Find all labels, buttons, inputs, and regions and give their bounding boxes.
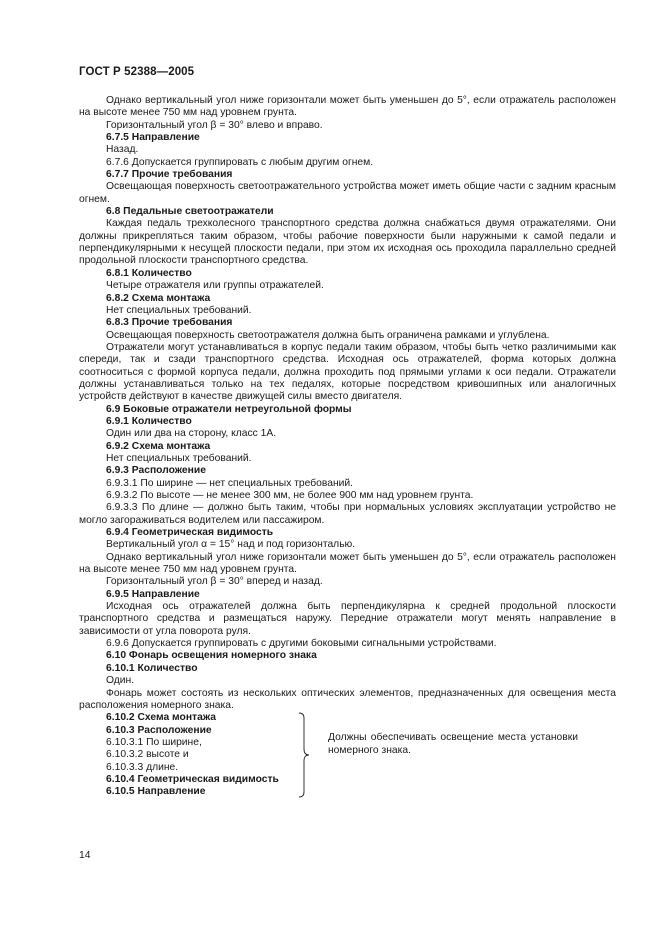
section-heading: 6.8.3 Прочие требования [106,317,233,329]
bracket-note [328,732,578,757]
paragraph: 6.9.3.1 По ширине — нет специальных требований. [106,477,354,489]
paragraph: Назад. [106,144,139,156]
right-brace-icon [297,712,311,798]
section-heading: 6.10 Фонарь освещения номерного знака [106,650,317,662]
paragraph: Один. [106,675,135,687]
paragraph: 6.7.6 Допускается группировать с любым другим огнем. [106,156,374,168]
section-heading: 6.7.5 Направление [106,132,200,144]
paragraph: Горизонтальный угол β = 30° вперед и назад. [106,576,323,588]
section-heading: 6.10.2 Схема монтажа [106,712,216,724]
paragraph: Освещающая поверхность светоотражательного устройства может иметь общие части с задним красным огнем. [79,181,616,205]
list-item: 6.10.3.2 высоте и [106,749,189,761]
paragraph: Вертикальный угол α = 15° над и под горизонталью. [106,539,356,551]
paragraph: Нет специальных требований. [106,452,252,464]
paragraph: Горизонтальный угол β = 30° влево и вправо. [106,119,323,131]
paragraph: Однако вертикальный угол ниже горизонтали может быть уменьшен до 5°, если отражатель расположен на высоте менее 750 мм над уровнем грунта. [79,551,616,576]
document-header: ГОСТ Р 52388—2005 [79,66,195,78]
section-heading: 6.8 Педальные светоотражатели [106,206,274,218]
paragraph: Четыре отражателя или группы отражателей. [106,280,324,292]
section-heading: 6.9.5 Направление [106,588,200,600]
section-heading: 6.8.2 Схема монтажа [106,292,211,304]
section-heading: 6.9.2 Схема монтажа [106,440,211,452]
paragraph: Нет специальных требований. [106,304,252,316]
section-heading: 6.7.7 Прочие требования [106,169,233,181]
section-heading: 6.9.1 Количество [106,415,192,427]
paragraph: Один или два на сторону, класс 1А. [106,428,277,440]
paragraph: Отражатели могут устанавливаться в корпус педали таким образом, чтобы быть четко различимыми как спереди, так и сзади транспортного средства. Исходная ось отражателей, форма которых должна соотноситься с формой корпуса педали, должна проходить под прямыми углами к оси педали. Отражатели должны устанавливаться только на тех педалях, которые посредством кривошипных или аналогичных устройств действуют в качестве движущей силы вместо двигателя. [79,341,616,403]
paragraph: 6.9.3.3 По длине — должно быть таким, чтобы при нормальных условиях эксплуатации устройство не могло загораживаться водителем или пассажиром. [79,502,616,526]
section-heading: 6.10.1 Количество [106,662,198,674]
paragraph: 6.9.3.2 По высоте — не менее 300 мм, не более 900 мм над уровнем грунта. [106,490,474,501]
document-body [79,95,616,798]
section-heading: 6.8.1 Количество [106,267,192,279]
paragraph: Исходная ось отражателей должна быть перпендикулярна к средней продольной плоскости транспортного средства и размещаться наружу. Передние отражатели могут менять направление в зависимости от угла поворота руля. [79,601,616,637]
paragraph: Однако вертикальный угол ниже горизонтали может быть уменьшен до 5°, если отражатель расположен на высоте менее 750 мм над уровнем грунта. [79,95,616,119]
text-blocks [79,95,616,712]
section-heading: 6.10.4 Геометрическая видимость [106,773,279,785]
bracket-note-text: Должны обеспечивать освещение места установки номерного знака. [328,732,578,756]
section-heading: 6.9 Боковые отражатели нетреугольной формы [106,403,352,415]
paragraph: Освещающая поверхность светоотражателя должна быть ограничена рамками и углублена. [106,329,550,341]
section-heading: 6.9.3 Расположение [106,465,206,477]
paragraph: 6.9.6 Допускается группировать с другими боковыми сигнальными устройствами. [106,638,497,650]
bracket-items [106,712,306,798]
list-item: 6.10.3.3 длине. [106,761,179,773]
section-heading: 6.10.5 Направление [106,786,206,798]
paragraph: Фонарь может состоять из нескольких оптических элементов, предназначенных для освещения места расположения номерного знака. [79,687,616,711]
page-number: 14 [79,850,91,861]
paragraph: Каждая педаль трехколесного транспортного средства должна снабжаться двумя отражателями. Они должны прикрепляться таким образом, чтобы рабочие поверхности были наружными к самой педали и перпендикулярными к несущей плоскости педали, при этом их исходная ось проходила параллельно средней продольной плоскости транспортного средства. [79,218,616,267]
list-item: 6.10.3.1 По ширине, [106,736,202,748]
bracket-section [79,712,616,798]
section-heading: 6.10.3 Расположение [106,724,212,736]
section-heading: 6.9.4 Геометрическая видимость [106,527,274,539]
